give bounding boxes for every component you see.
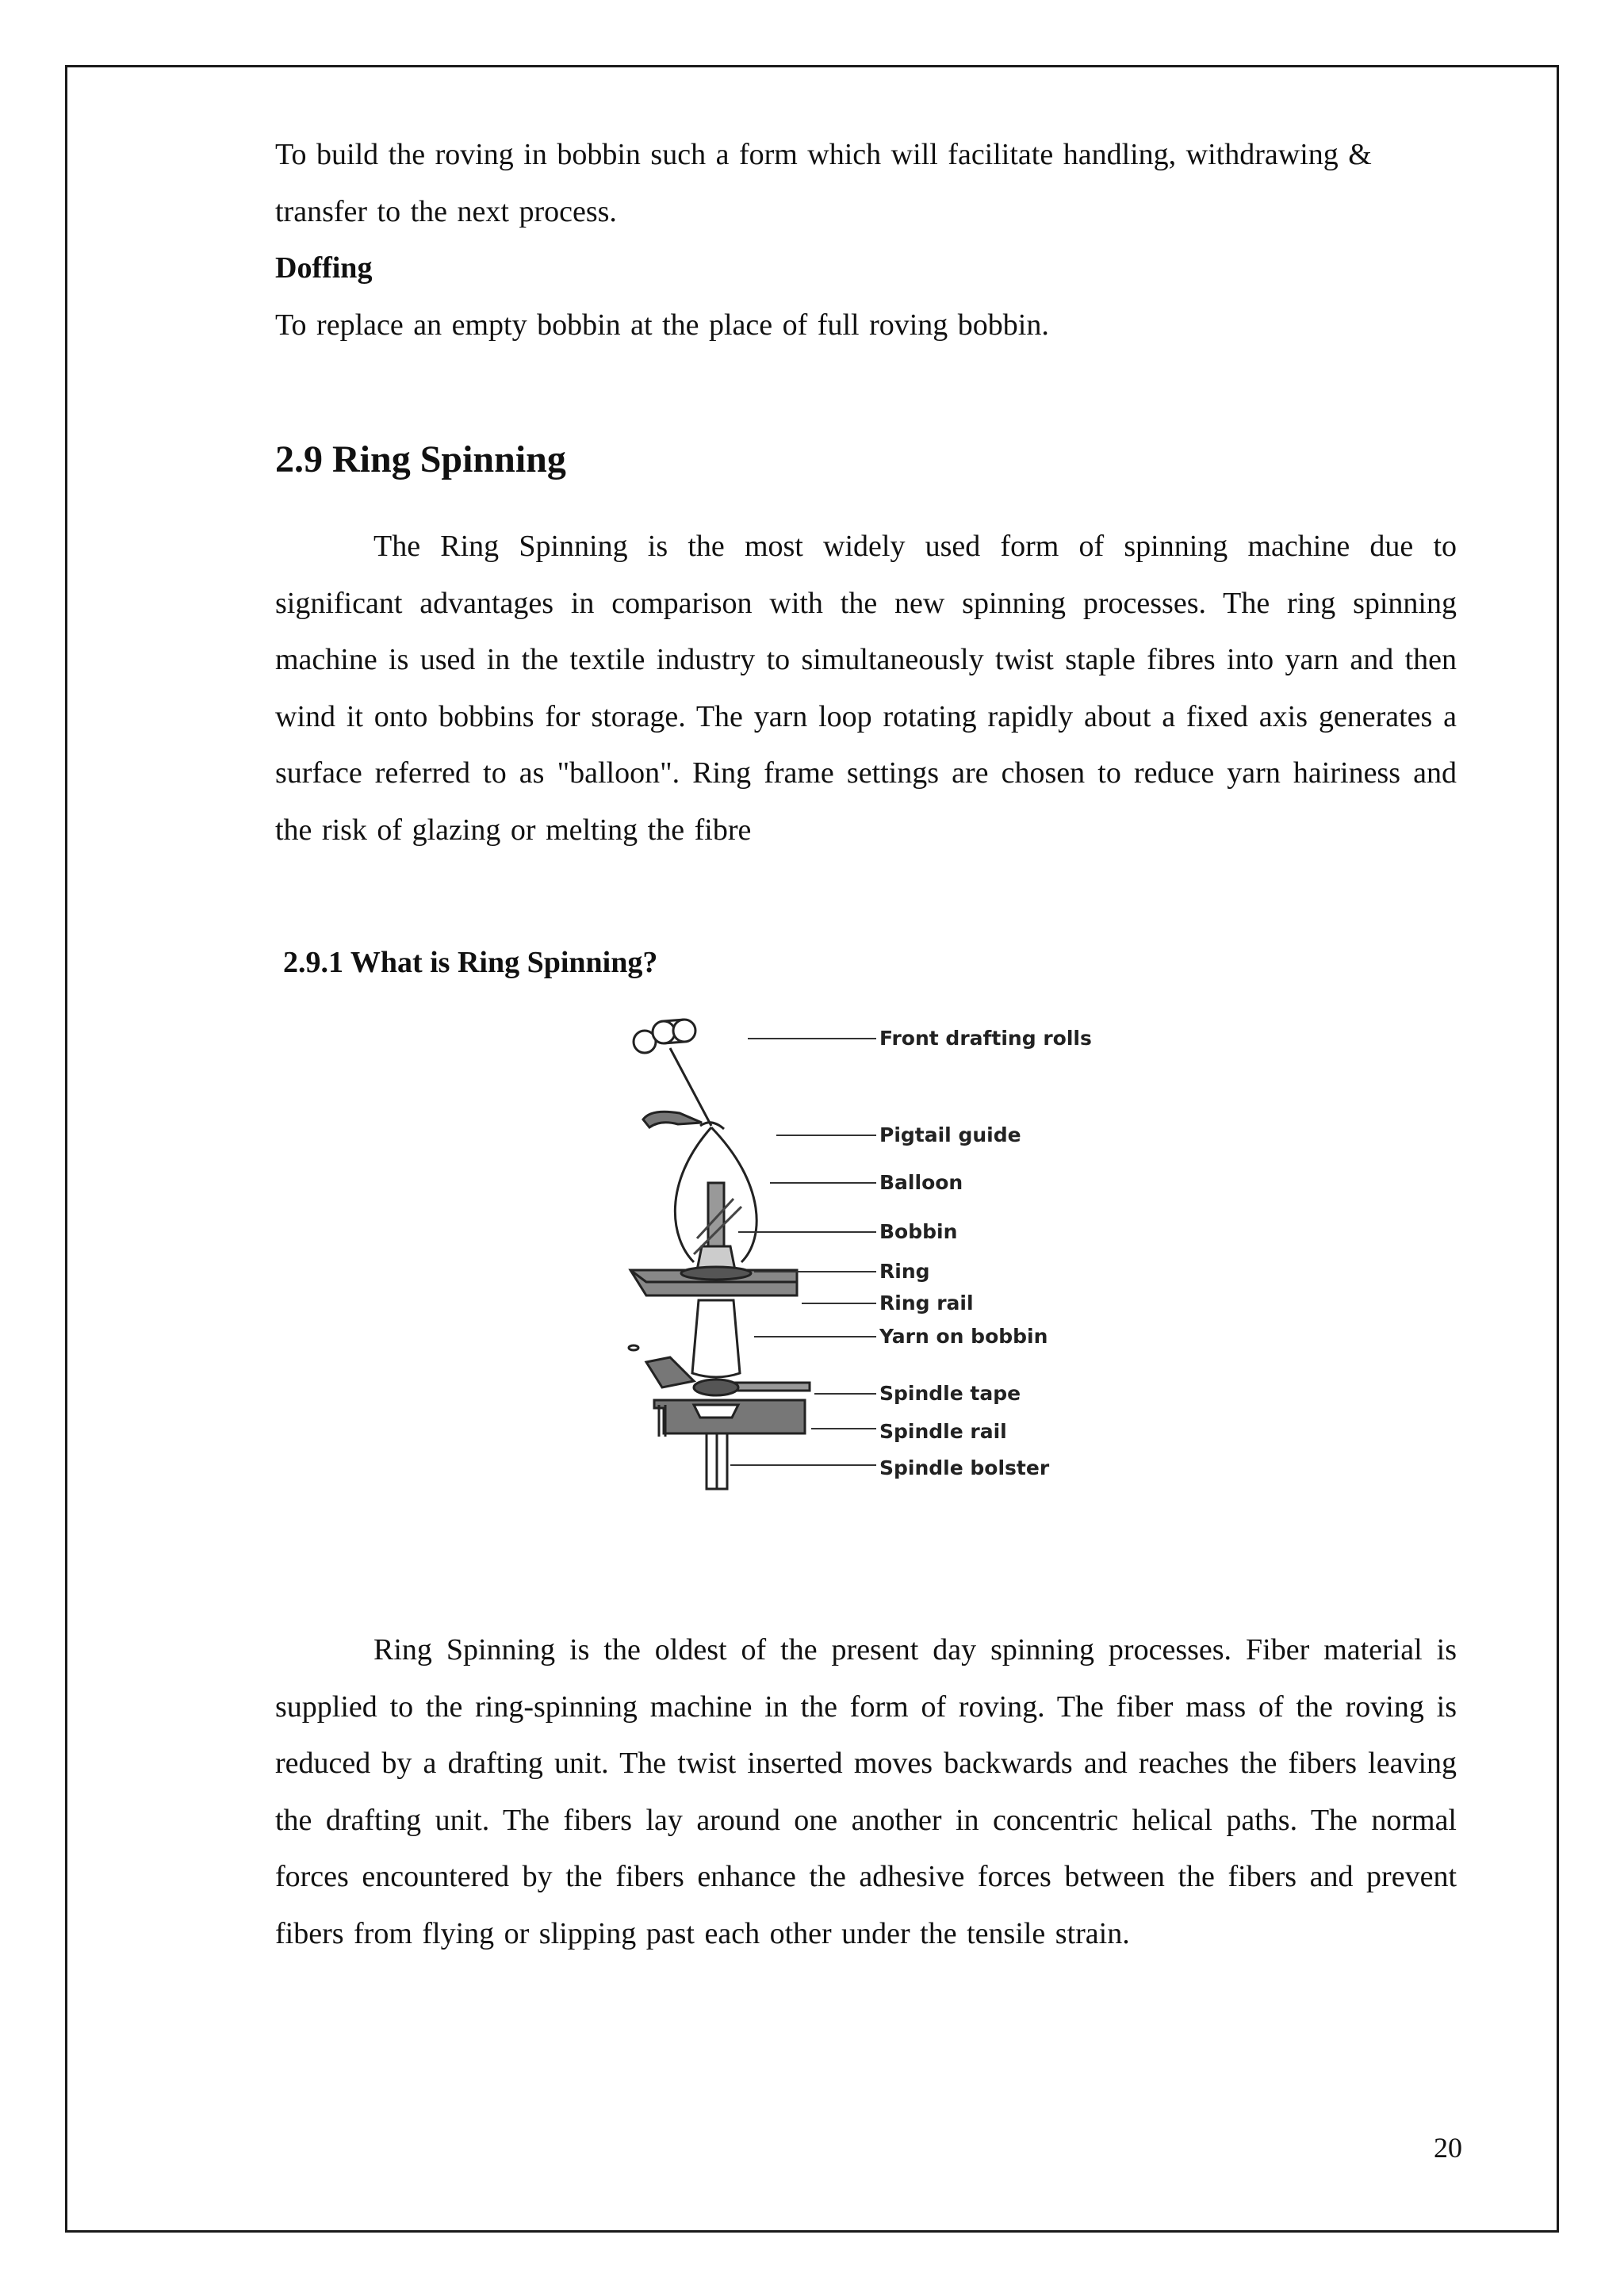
label-front-drafting-rolls: Front drafting rolls	[879, 1027, 1092, 1050]
page-number: 20	[1434, 2132, 1462, 2164]
section-title: 2.9 Ring Spinning	[275, 438, 566, 480]
spindle-rail-drawing	[654, 1400, 805, 1437]
spindle-bolster-drawing	[707, 1433, 727, 1489]
label-ring-rail: Ring rail	[879, 1292, 974, 1314]
subsection-title: 2.9.1 What is Ring Spinning?	[283, 946, 658, 979]
label-ring: Ring	[879, 1260, 930, 1283]
section-paragraph: The Ring Spinning is the most widely used form of spinning machine due to significant advantages in comparison with the new spinning processes. The ring spinning machine is used in the textile industry to simultaneously twist staple fibres into yarn and then wind it onto bobbins for storage. The yarn loop rotating rapidly about a fixed axis generates a surface referred to as "balloon". Ring frame settings are chosen to reduce yarn hairiness and the risk of glazing or melting the fibre	[275, 530, 1457, 847]
pigtail-guide-drawing	[643, 1112, 724, 1129]
doffing-text: To replace an empty bobbin at the place of full roving bobbin.	[275, 308, 1049, 342]
label-balloon: Balloon	[879, 1171, 963, 1194]
doffing-heading: Doffing	[275, 251, 373, 285]
ring-spinning-diagram	[615, 1008, 1154, 1492]
bobbin-drawing	[694, 1183, 741, 1270]
subsection-paragraph: Ring Spinning is the oldest of the present day spinning processes. Fiber material is supplied to the ring-spinning machine in the form of roving. The fiber mass of the roving is reduced by a drafting unit. The twist inserted moves backwards and reaches the fibers leaving the drafting unit. The fibers lay around one another in concentric helical paths. The normal forces encountered by the fibers enhance the adhesive forces between the fibers and prevent fibers from flying or slipping past each other under the tensile strain.	[275, 1633, 1457, 1950]
label-pigtail-guide: Pigtail guide	[879, 1123, 1021, 1146]
page-content	[275, 127, 1457, 982]
front-drafting-rolls-drawing	[634, 1020, 695, 1053]
yarn-on-bobbin-drawing	[692, 1300, 740, 1377]
ring-spinning-svg	[615, 1008, 1154, 1492]
label-bobbin: Bobbin	[879, 1220, 958, 1243]
intro-line-1: To build the roving in bobbin such a form which will facilitate handling, withdrawing &	[275, 138, 1372, 171]
label-spindle-bolster: Spindle bolster	[879, 1456, 1050, 1479]
label-spindle-rail: Spindle rail	[879, 1420, 1007, 1443]
label-spindle-tape: Spindle tape	[879, 1382, 1021, 1405]
intro-line-2: transfer to the next process.	[275, 194, 617, 228]
label-yarn-on-bobbin: Yarn on bobbin	[879, 1325, 1048, 1348]
lower-content	[275, 1622, 1457, 1962]
